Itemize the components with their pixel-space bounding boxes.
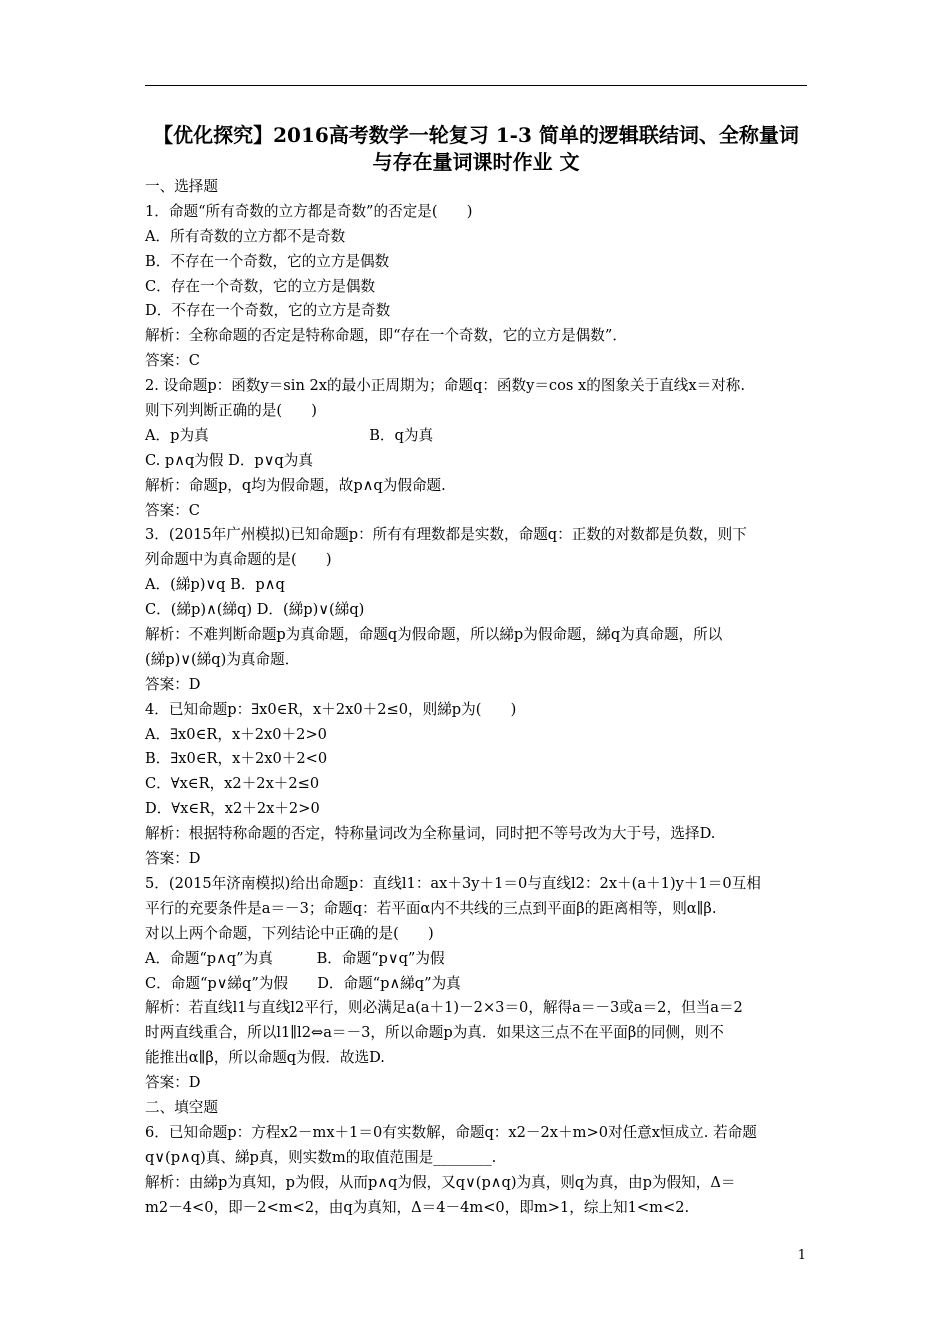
q4-option-d: D．∀x∈R，x2＋2x＋2>0	[145, 800, 320, 818]
q5-solution-line-1: 解析：若直线l1与直线l2平行，则必满足a(a＋1)－2×3＝0，解得a＝－3或a＝2，但当a＝2	[145, 999, 743, 1017]
header-rule	[145, 85, 807, 86]
q2-options-ab: A．p为真 B．q为真	[145, 426, 434, 444]
q2-solution: 解析：命题p，q均为假命题，故p∧q为假命题.	[145, 476, 446, 494]
q4-solution: 解析：根据特称命题的否定，特称量词改为全称量词，同时把不等号改为大于号，选择D.	[145, 825, 716, 843]
question-6-line-2: q∨(p∧q)真、綈p真，则实数m的取值范围是________.	[145, 1148, 497, 1166]
document-title: 【优化探究】2016高考数学一轮复习 1-3 简单的逻辑联结词、全称量词与存在量词课时作业 文	[153, 123, 799, 174]
q5-options-cd: C．命题“p∨綈q”为假 D．命题“p∧綈q”为真	[145, 974, 461, 992]
q6-solution-line-1: 解析：由綈p为真知，p为假，从而p∧q为假，又q∨(p∧q)为真，则q为真，由p为假知，Δ＝	[145, 1173, 736, 1191]
q5-solution-line-2: 时两直线重合，所以l1∥l2⇔a＝－3，所以命题p为真．如果这三点不在平面β的同侧，则不	[145, 1024, 724, 1042]
question-5-line-3: 对以上两个命题，下列结论中正确的是( )	[145, 924, 434, 942]
q4-option-c: C．∀x∈R，x2＋2x＋2≤0	[145, 775, 320, 793]
question-3-line-2: 列命题中为真命题的是( )	[145, 551, 332, 569]
q5-solution-line-3: 能推出α∥β，所以命题q为假．故选D.	[145, 1049, 385, 1067]
q3-solution-line-2: (綈p)∨(綈q)为真命题．	[145, 650, 300, 668]
question-4: 4．已知命题p：∃x0∈R，x＋2x0＋2≤0，则綈p为( )	[145, 700, 517, 718]
question-1: 1．命题“所有奇数的立方都是奇数”的否定是( )	[145, 202, 473, 220]
q3-solution-line-1: 解析：不难判断命题p为真命题，命题q为假命题，所以綈p为假命题，綈q为真命题，所以	[145, 626, 723, 644]
q1-option-b: B．不存在一个奇数，它的立方是偶数	[145, 252, 390, 270]
q1-option-a: A．所有奇数的立方都不是奇数	[145, 227, 346, 245]
document-body	[145, 175, 807, 1220]
q5-options-ab: A．命题“p∧q”为真 B．命题“p∨q”为假	[145, 949, 445, 967]
section-heading-2: 二、填空题	[145, 1098, 218, 1116]
question-5-line-2: 平行的充要条件是a＝－3；命题q：若平面α内不共线的三点到平面β的距离相等，则α∥β.	[145, 899, 717, 917]
q6-solution-line-2: m2－4<0，即－2<m<2，由q为真知，Δ＝4－4m<0，即m>1，综上知1<m<2.	[145, 1198, 690, 1216]
section-heading: 一、选择题	[145, 178, 218, 195]
q3-options-cd: C．(綈p)∧(綈q) D．(綈p)∨(綈q)	[145, 601, 365, 619]
q3-answer: 答案：D	[145, 675, 201, 693]
q5-answer: 答案：D	[145, 1074, 201, 1092]
q1-option-c: C．存在一个奇数，它的立方是偶数	[145, 277, 376, 295]
q2-answer: 答案：C	[145, 501, 200, 519]
q2-options-cd: C. p∧q为假 D．p∨q为真	[145, 451, 313, 469]
question-3-line-1: 3．(2015年广州模拟)已知命题p：所有有理数都是实数，命题q：正数的对数都是负数，则下	[145, 526, 747, 544]
q4-option-a: A．∃x0∈R，x＋2x0＋2>0	[145, 725, 327, 743]
q1-answer: 答案：C	[145, 352, 200, 370]
q4-answer: 答案：D	[145, 850, 201, 868]
question-5-line-1: 5．(2015年济南模拟)给出命题p：直线l1：ax＋3y＋1＝0与直线l2：2x＋(a＋1)y＋1＝0互相	[145, 874, 761, 892]
question-6-line-1: 6．已知命题p：方程x2－mx＋1＝0有实数解，命题q：x2－2x＋m>0对任意x恒成立. 若命题	[145, 1123, 757, 1141]
q4-option-b: B．∃x0∈R，x＋2x0＋2<0	[145, 750, 328, 768]
question-2-line-2: 则下列判断正确的是( )	[145, 402, 317, 420]
q1-option-d: D．不存在一个奇数，它的立方是奇数	[145, 302, 391, 320]
q1-solution: 解析：全称命题的否定是特称命题，即“存在一个奇数，它的立方是偶数”．	[145, 327, 627, 345]
q3-options-ab: A．(綈p)∨q B．p∧q	[145, 576, 285, 594]
question-2-line-1: 2. 设命题p：函数y＝sin 2x的最小正周期为；命题q：函数y＝cos x的图象关于直线x＝对称.	[145, 377, 746, 395]
page-number: 1	[797, 1248, 806, 1263]
